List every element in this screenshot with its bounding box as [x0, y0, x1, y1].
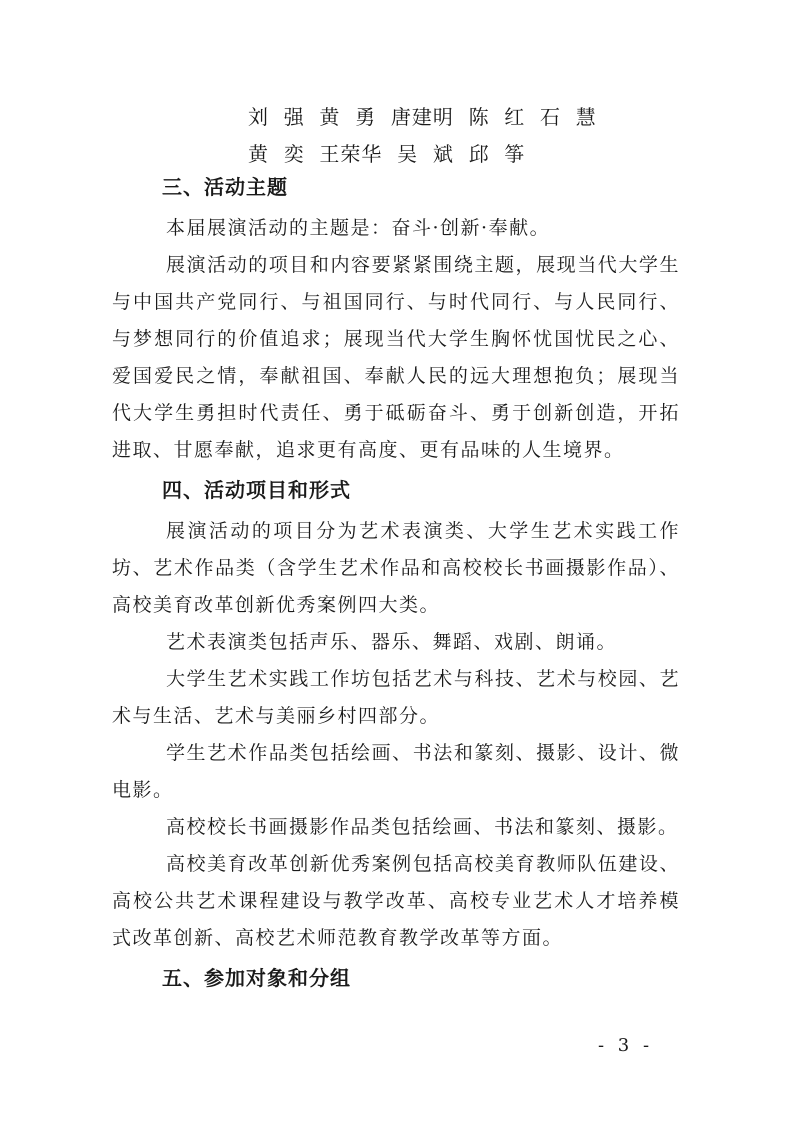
paragraph-theme-description: 展演活动的项目和内容要紧紧围绕主题，展现当代大学生与中国共产党同行、与祖国同行、与时代同行、与人民同行、与梦想同行的价值追求；展现当代大学生胸怀忧国忧民之心、爱国爱民之情，奉献祖国、奉献人民的远大理想抱负；展现当代大学生勇担时代责任、勇于砥砺奋斗、勇于创新创造，开拓进取、甘愿奉献，追求更有高度、更有品味的人生境界。 [112, 254, 680, 461]
paragraph-theme-statement: 本届展演活动的主题是：奋斗·创新·奉献。 [166, 217, 551, 239]
section-heading-projects: 四、活动项目和形式 [162, 478, 351, 502]
paragraph-reform-cases-category: 高校美育改革创新优秀案例包括高校美育教师队伍建设、高校公共艺术课程建设与教学改革、高校专业艺术人才培养模式改革创新、高校艺术师范教育教学改革等方面。 [112, 853, 680, 949]
section-heading-participants: 五、参加对象和分组 [162, 966, 351, 990]
section-heading-theme: 三、活动主题 [162, 175, 288, 199]
paragraph-workshop-category: 大学生艺术实践工作坊包括艺术与科技、艺术与校园、艺术与生活、艺术与美丽乡村四部分。 [112, 668, 680, 727]
paragraph-president-works-category: 高校校长书画摄影作品类包括绘画、书法和篆刻、摄影。 [166, 816, 679, 838]
committee-names-row-1: 刘 强 黄 勇 唐建明 陈 红 石 慧 [248, 105, 597, 129]
committee-names-row-2: 黄 奕 王荣华 吴 斌 邱 筝 [248, 142, 526, 166]
paragraph-student-works-category: 学生艺术作品类包括绘画、书法和篆刻、摄影、设计、微电影。 [112, 742, 680, 801]
document-body [112, 174, 680, 1001]
paragraph-project-categories: 展演活动的项目分为艺术表演类、大学生艺术实践工作坊、艺术作品类（含学生艺术作品和高校校长书画摄影作品）、高校美育改革创新优秀案例四大类。 [112, 520, 680, 616]
page-number: - 3 - [598, 1035, 654, 1056]
paragraph-performance-category: 艺术表演类包括声乐、器乐、舞蹈、戏剧、朗诵。 [166, 631, 618, 653]
